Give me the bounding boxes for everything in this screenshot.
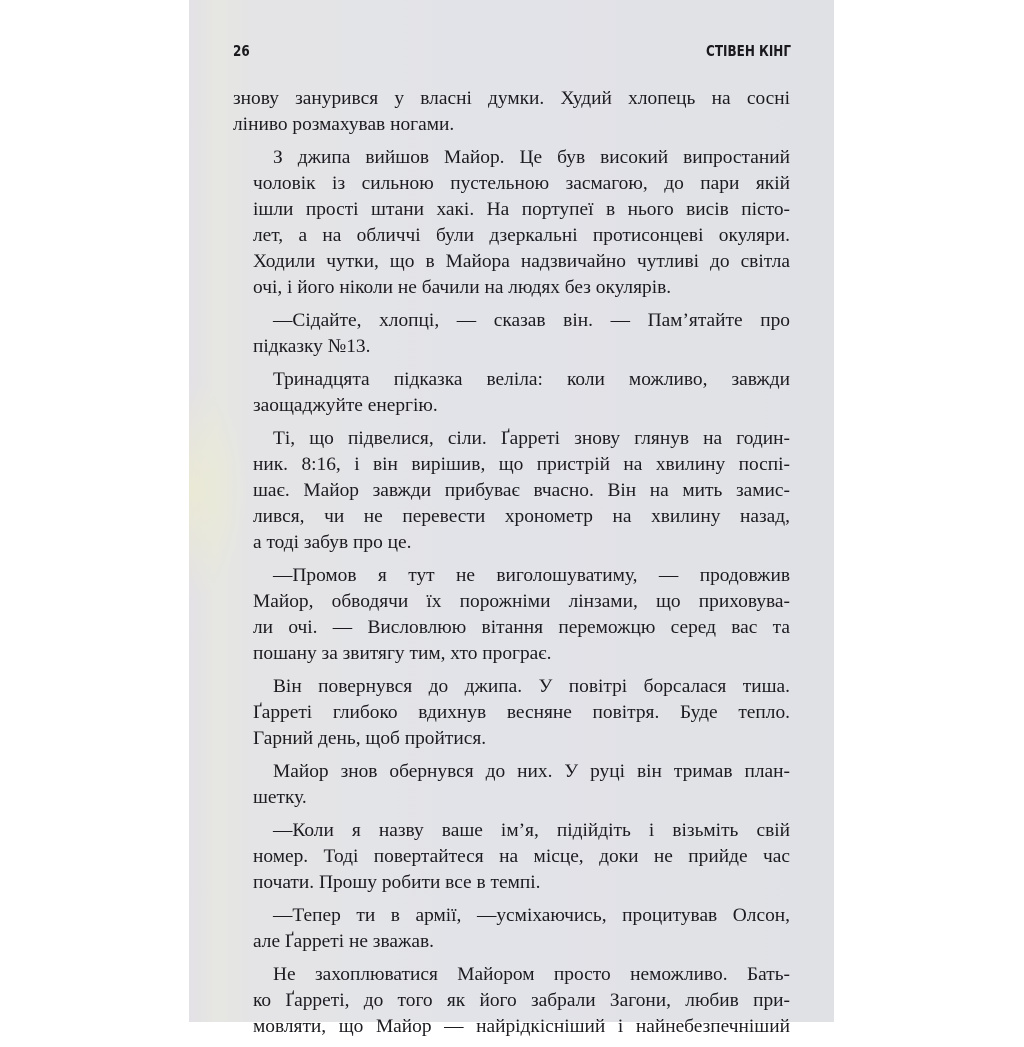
paragraph xyxy=(233,818,790,896)
page-number: 26 xyxy=(233,42,250,60)
paragraph xyxy=(233,367,790,419)
paragraph xyxy=(233,145,790,301)
body-text xyxy=(233,86,790,1047)
text-line: Ґарреті глибоко вдихнув весняне повітря. Буде тепло. xyxy=(253,702,790,723)
text-line: номер. Тоді повертайтеся на місце, доки не прийде час xyxy=(253,846,790,867)
text-line: З джипа вийшов Майор. Це був високий випростаний xyxy=(273,147,790,168)
paragraph xyxy=(233,962,790,1040)
text-line: лився, чи не перевести хронометр на хвилину назад, xyxy=(253,506,790,527)
paragraph xyxy=(233,674,790,752)
text-line: —Промов я тут не виголошуватиму, — продовжив xyxy=(273,565,790,586)
text-line: —Коли я назву ваше ім’я, підійдіть і візьміть свій xyxy=(273,820,790,841)
paragraph xyxy=(233,308,790,360)
text-line: очі, і його ніколи не бачили на людях без окулярів. xyxy=(253,277,672,298)
paragraph xyxy=(233,903,790,955)
text-line: Не захоплюватися Майором просто неможливо. Бать- xyxy=(273,964,790,985)
text-line: Ті, що підвелися, сіли. Ґарреті знову глянув на годин- xyxy=(273,428,790,449)
text-line: почати. Прошу робити все в темпі. xyxy=(253,872,541,893)
text-line: Тринадцята підказка веліла: коли можливо, завжди xyxy=(273,369,790,390)
text-line: заощаджуйте енергію. xyxy=(253,395,438,416)
book-page xyxy=(189,0,834,1037)
text-line: Гарний день, щоб пройтися. xyxy=(253,728,487,749)
text-line: Він повернувся до джипа. У повітрі борсалася тиша. xyxy=(273,676,790,697)
text-line: ліниво розмахував ногами. xyxy=(233,114,455,135)
text-line: ли очі. — Висловлюю вітання переможцю серед вас та xyxy=(253,617,790,638)
text-line: чоловік із сильною пустельною засмагою, до пари якій xyxy=(253,173,790,194)
running-head-author: СТІВЕН КІНГ xyxy=(706,42,791,60)
text-line: але Ґарреті не зважав. xyxy=(253,931,434,952)
running-head xyxy=(233,42,791,66)
text-line: підказку №13. xyxy=(253,336,371,357)
text-line: ішли прості штани хакі. На портупеї в нього висів пісто- xyxy=(253,199,790,220)
text-line: мовляти, що Майор — найрідкісніший і найнебезпечніший xyxy=(253,1016,790,1037)
text-line: Ходили чутки, що в Майора надзвичайно чутливі до світла xyxy=(253,251,790,272)
text-line: —Тепер ти в армії, —усміхаючись, процитував Олсон, xyxy=(273,905,790,926)
paragraph xyxy=(233,86,790,138)
paragraph xyxy=(233,563,790,667)
text-line: Майор, обводячи їх порожніми лінзами, що приховува- xyxy=(253,591,790,612)
text-line: —Сідайте, хлопці, — сказав він. — Пам’ятайте про xyxy=(273,310,790,331)
text-line: Майор знов обернувся до них. У руці він тримав план- xyxy=(273,761,790,782)
paragraph xyxy=(233,759,790,811)
text-line: лет, а на обличчі були дзеркальні протисонцеві окуляри. xyxy=(253,225,790,246)
text-line: знову занурився у власні думки. Худий хлопець на сосні xyxy=(233,88,790,109)
text-line: а тоді забув про це. xyxy=(253,532,412,553)
text-line: ко Ґарреті, до того як його забрали Загони, любив при- xyxy=(253,990,790,1011)
text-line: ник. 8:16, і він вирішив, що пристрій на хвилину поспі- xyxy=(253,454,790,475)
paragraph xyxy=(233,426,790,556)
text-line: пошану за звитягу тим, хто програє. xyxy=(253,643,552,664)
text-line: шетку. xyxy=(253,787,307,808)
text-line: шає. Майор завжди прибуває вчасно. Він на мить замис- xyxy=(253,480,790,501)
